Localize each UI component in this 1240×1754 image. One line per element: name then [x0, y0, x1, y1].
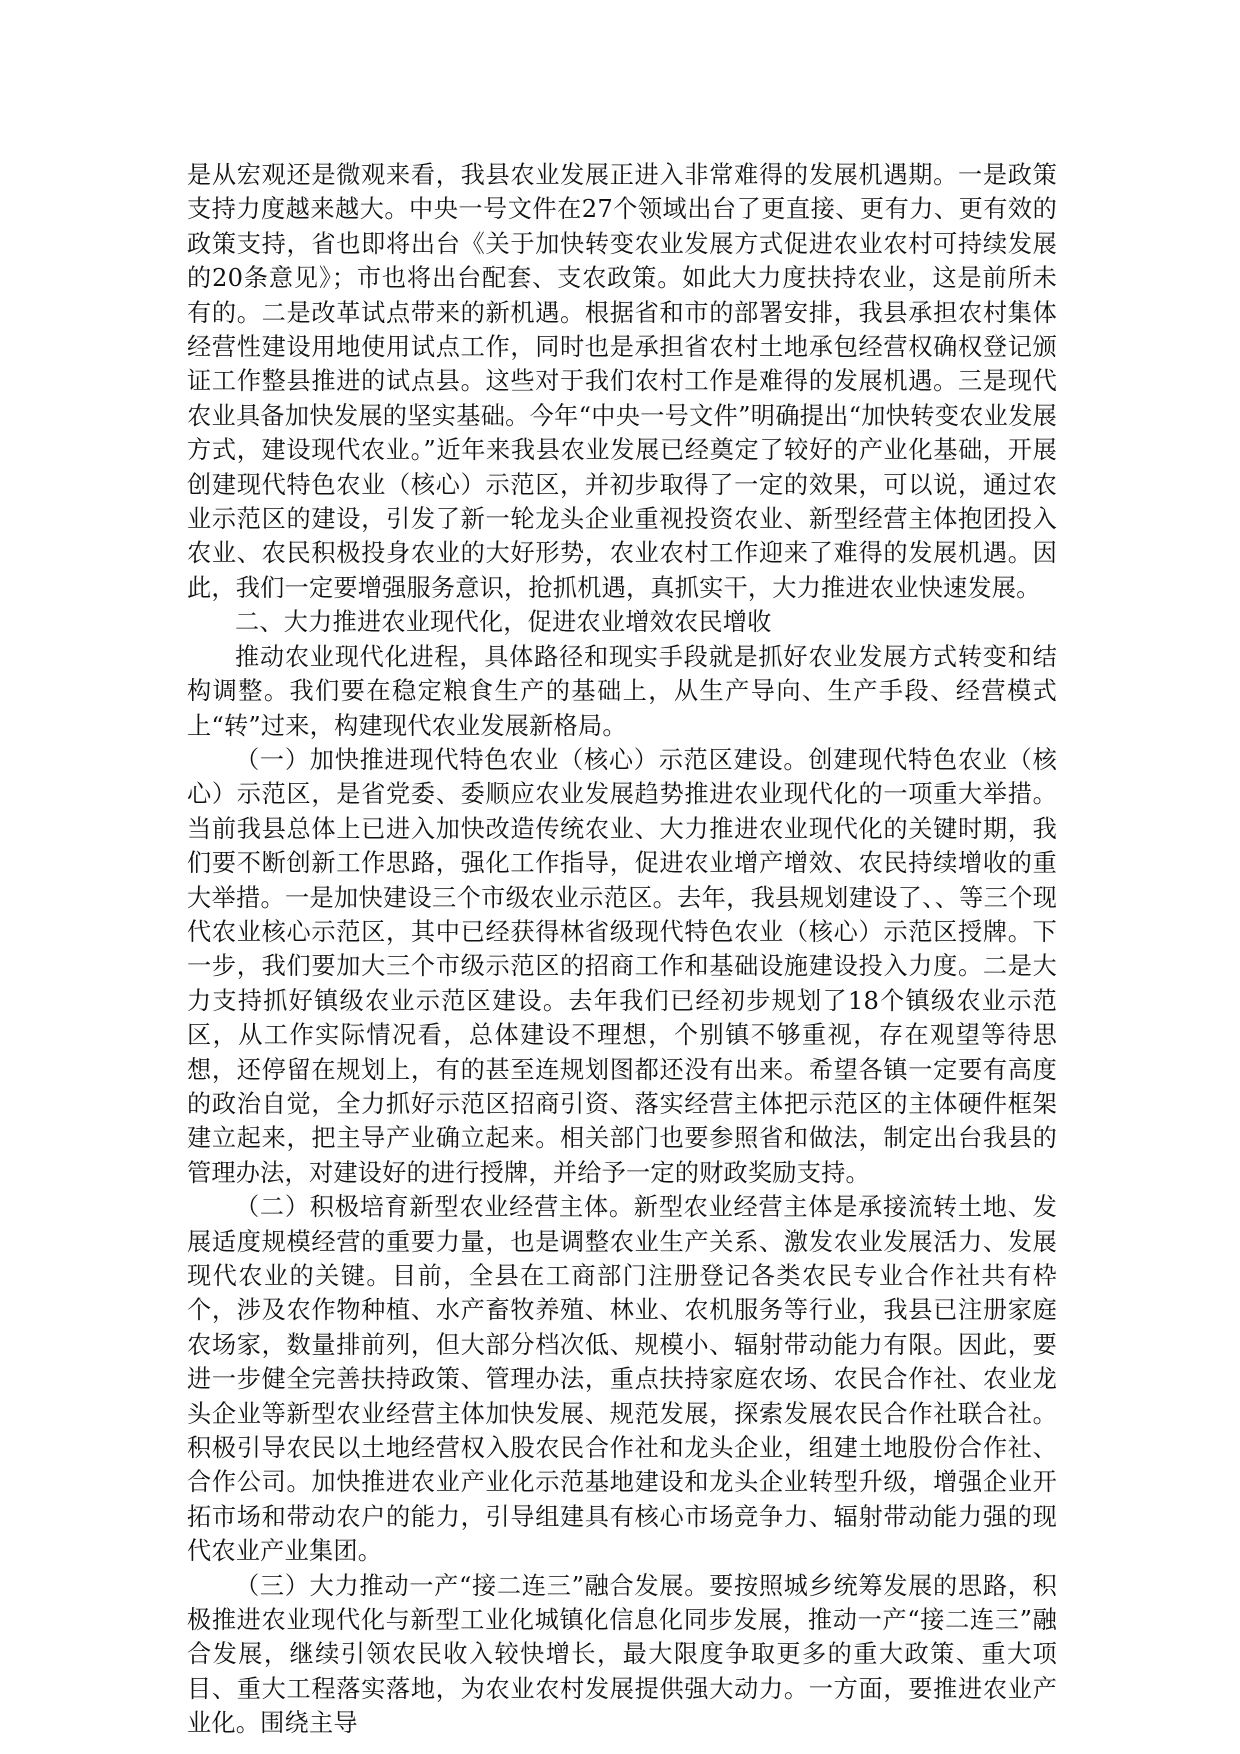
document-body — [187, 158, 1057, 1741]
paragraph-item-1: （一）加快推进现代特色农业（核心）示范区建设。创建现代特色农业（核心）示范区，是省党委、委顺应农业发展趋势推进农业现代化的一项重大举措。当前我县总体上已进入加快改造传统农业、大力推进农业现代化的关键时期，我们要不断创新工作思路，强化工作指导，促进农业增产增效、农民持续增收的重大举措。一是加快建设三个市级农业示范区。去年，我县规划建设了、、等三个现代农业核心示范区，其中已经获得林省级现代特色农业（核心）示范区授牌。下一步，我们要加大三个市级示范区的招商工作和基础设施建设投入力度。二是大力支持抓好镇级农业示范区建设。去年我们已经初步规划了18个镇级农业示范区，从工作实际情况看，总体建设不理想，个别镇不够重视，存在观望等待思想，还停留在规划上，有的甚至连规划图都还没有出来。希望各镇一定要有高度的政治自觉，全力抓好示范区招商引资、落实经营主体把示范区的主体硬件框架建立起来，把主导产业确立起来。相关部门也要参照省和做法，制定出台我县的管理办法，对建设好的进行授牌，并给予一定的财政奖励支持。 — [187, 745, 1057, 1187]
paragraph-section-2-intro: 推动农业现代化进程，具体路径和现实手段就是抓好农业发展方式转变和结构调整。我们要在稳定粮食生产的基础上，从生产导向、生产手段、经营模式上“转”过来，构建现代农业发展新格局。 — [187, 642, 1057, 740]
section-heading-2: 二、大力推进农业现代化，促进农业增效农民增收 — [235, 608, 772, 637]
paragraph-item-2: （二）积极培育新型农业经营主体。新型农业经营主体是承接流转土地、发展适度规模经营的重要力量，也是调整农业生产关系、激发农业发展活力、发展现代农业的关键。目前，全县在工商部门注册登记各类农民专业合作社共有枠个，涉及农作物种植、水产畜牧养殖、林业、农机服务等行业，我县已注册家庭农场家，数量排前列，但大部分档次低、规模小、辐射带动能力有限。因此，要进一步健全完善扶持政策、管理办法，重点扶持家庭农场、农民合作社、农业龙头企业等新型农业经营主体加快发展、规范发展，探索发展农民合作社联合社。积极引导农民以土地经营权入股农民合作社和龙头企业，组建土地股份合作社、合作公司。加快推进农业产业化示范基地建设和龙头企业转型升级，增强企业开拓市场和带动农户的能力，引导组建具有核心市场竞争力、辐射带动能力强的现代农业产业集团。 — [187, 1193, 1057, 1566]
paragraph-continuation: 是从宏观还是微观来看，我县农业发展正进入非常难得的发展机遇期。一是政策支持力度越来越大。中央一号文件在27个领域出台了更直接、更有力、更有效的政策支持，省也即将出台《关于加快转变农业发展方式促进农业农村可持续发展的20条意见》；市也将出台配套、支农政策。如此大力度扶持农业，这是前所未有的。二是改革试点带来的新机遇。根据省和市的部署安排，我县承担农村集体经营性建设用地使用试点工作，同时也是承担省农村土地承包经营权确权登记颁证工作整县推进的试点县。这些对于我们农村工作是难得的发展机遇。三是现代农业具备加快发展的坚实基础。今年“中央一号文件”明确提出“加快转变农业发展方式，建设现代农业。”近年来我县农业发展已经奠定了较好的产业化基础，开展创建现代特色农业（核心）示范区，并初步取得了一定的效果，可以说，通过农业示范区的建设，引发了新一轮龙头企业重视投资农业、新型经营主体抱团投入农业、农民积极投身农业的大好形势，农业农村工作迎来了难得的发展机遇。因此，我们一定要增强服务意识，抢抓机遇，真抓实干，大力推进农业快速发展。 — [187, 161, 1057, 602]
paragraph-item-3: （三）大力推动一产“接二连三”融合发展。要按照城乡统筹发展的思路，积极推进农业现代化与新型工业化城镇化信息化同步发展，推动一产“接二连三”融合发展，继续引领农民收入较快增长，最大限度争取更多的重大政策、重大项目、重大工程落实落地，为农业农村发展提供强大动力。一方面，要推进农业产业化。围绕主导 — [187, 1571, 1057, 1738]
